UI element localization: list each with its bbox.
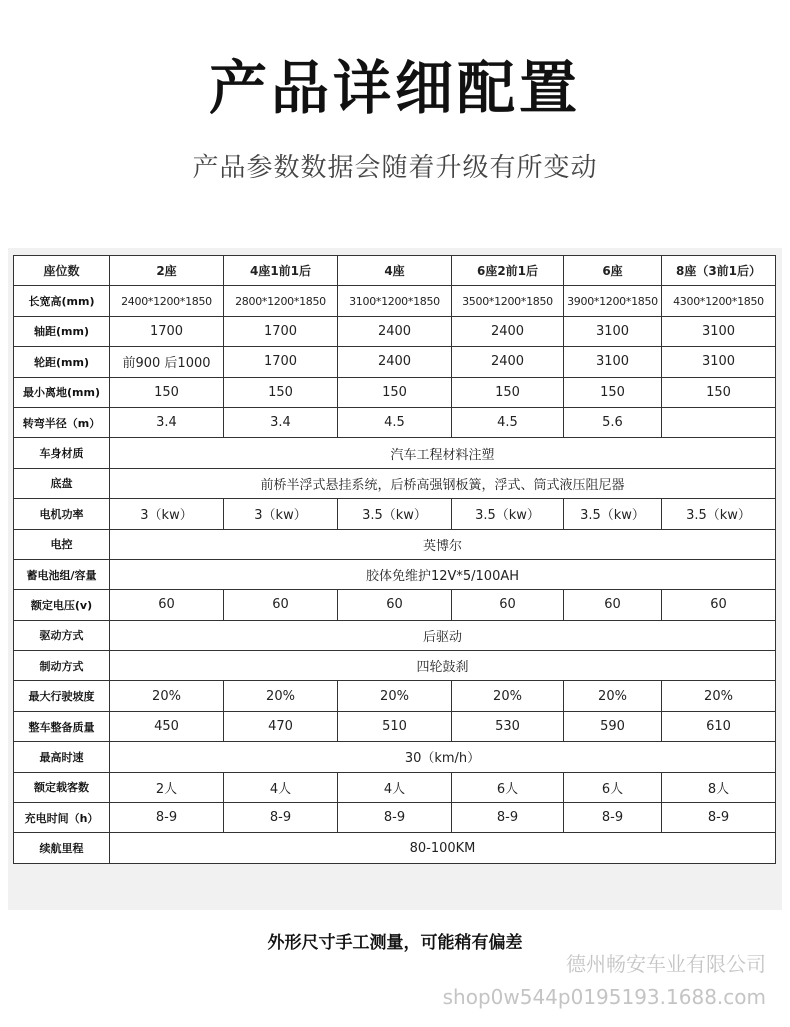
row-label: 电机功率 bbox=[14, 499, 110, 529]
value-cell: 20% bbox=[662, 681, 776, 711]
row-label: 电控 bbox=[14, 529, 110, 559]
value-cell: 590 bbox=[564, 711, 662, 741]
merged-value-cell: 四轮鼓刹 bbox=[110, 651, 776, 681]
table-row bbox=[14, 833, 776, 863]
table-row bbox=[14, 681, 776, 711]
header-cell: 4座1前1后 bbox=[224, 256, 338, 286]
merged-value-cell: 30（km/h） bbox=[110, 742, 776, 772]
value-cell: 150 bbox=[338, 377, 452, 407]
merged-value-cell: 汽车工程材料注塑 bbox=[110, 438, 776, 468]
table-row bbox=[14, 590, 776, 620]
value-cell: 2400 bbox=[452, 347, 564, 377]
value-cell: 4人 bbox=[224, 772, 338, 802]
row-label: 蓄电池组/容量 bbox=[14, 559, 110, 589]
value-cell: 610 bbox=[662, 711, 776, 741]
value-cell: 6人 bbox=[452, 772, 564, 802]
value-cell: 150 bbox=[224, 377, 338, 407]
row-label: 整车整备质量 bbox=[14, 711, 110, 741]
value-cell: 3100 bbox=[564, 347, 662, 377]
table-row bbox=[14, 651, 776, 681]
value-cell: 530 bbox=[452, 711, 564, 741]
row-label: 制动方式 bbox=[14, 651, 110, 681]
value-cell: 150 bbox=[564, 377, 662, 407]
value-cell: 3100*1200*1850 bbox=[338, 286, 452, 316]
table-row bbox=[14, 803, 776, 833]
value-cell: 3100 bbox=[662, 316, 776, 346]
value-cell: 20% bbox=[224, 681, 338, 711]
table-row bbox=[14, 499, 776, 529]
header-cell: 6座 bbox=[564, 256, 662, 286]
value-cell: 4.5 bbox=[452, 407, 564, 437]
value-cell: 3900*1200*1850 bbox=[564, 286, 662, 316]
value-cell: 3.4 bbox=[224, 407, 338, 437]
merged-value-cell: 胶体免维护12V*5/100AH bbox=[110, 559, 776, 589]
row-label: 最大行驶坡度 bbox=[14, 681, 110, 711]
value-cell: 3（kw） bbox=[110, 499, 224, 529]
table-row bbox=[14, 468, 776, 498]
row-label: 续航里程 bbox=[14, 833, 110, 863]
row-label: 最高时速 bbox=[14, 742, 110, 772]
value-cell: 2400 bbox=[452, 316, 564, 346]
row-label: 底盘 bbox=[14, 468, 110, 498]
value-cell: 2400*1200*1850 bbox=[110, 286, 224, 316]
table-row bbox=[14, 711, 776, 741]
table-header-row bbox=[14, 256, 776, 286]
row-label: 长宽高(mm) bbox=[14, 286, 110, 316]
value-cell: 3500*1200*1850 bbox=[452, 286, 564, 316]
value-cell: 3100 bbox=[564, 316, 662, 346]
value-cell: 3.5（kw） bbox=[338, 499, 452, 529]
value-cell: 150 bbox=[452, 377, 564, 407]
row-label: 额定电压(v) bbox=[14, 590, 110, 620]
row-label: 额定载客数 bbox=[14, 772, 110, 802]
value-cell: 470 bbox=[224, 711, 338, 741]
table-row bbox=[14, 529, 776, 559]
value-cell: 3100 bbox=[662, 347, 776, 377]
value-cell: 1700 bbox=[224, 316, 338, 346]
value-cell: 8-9 bbox=[338, 803, 452, 833]
table-row bbox=[14, 620, 776, 650]
value-cell: 510 bbox=[338, 711, 452, 741]
table-row bbox=[14, 347, 776, 377]
value-cell: 6人 bbox=[564, 772, 662, 802]
measurement-note: 外形尺寸手工测量，可能稍有偏差 bbox=[267, 933, 523, 953]
value-cell: 60 bbox=[452, 590, 564, 620]
value-cell: 8-9 bbox=[224, 803, 338, 833]
value-cell: 3.5（kw） bbox=[662, 499, 776, 529]
row-label: 驱动方式 bbox=[14, 620, 110, 650]
value-cell: 60 bbox=[224, 590, 338, 620]
page-title: 产品详细配置 bbox=[208, 54, 581, 122]
value-cell: 2人 bbox=[110, 772, 224, 802]
value-cell: 3（kw） bbox=[224, 499, 338, 529]
page-subtitle: 产品参数数据会随着升级有所变动 bbox=[192, 153, 598, 183]
row-label: 车身材质 bbox=[14, 438, 110, 468]
value-cell: 前900 后1000 bbox=[110, 347, 224, 377]
value-cell: 8人 bbox=[662, 772, 776, 802]
table-row bbox=[14, 286, 776, 316]
value-cell: 150 bbox=[662, 377, 776, 407]
header-label-cell: 座位数 bbox=[14, 256, 110, 286]
header-cell: 6座2前1后 bbox=[452, 256, 564, 286]
watermark-shop-url: shop0w544p0195193.1688.com bbox=[442, 985, 766, 1009]
value-cell: 20% bbox=[452, 681, 564, 711]
value-cell: 60 bbox=[662, 590, 776, 620]
row-label: 轮距(mm) bbox=[14, 347, 110, 377]
value-cell: 20% bbox=[338, 681, 452, 711]
header-cell: 4座 bbox=[338, 256, 452, 286]
value-cell: 20% bbox=[564, 681, 662, 711]
value-cell: 4300*1200*1850 bbox=[662, 286, 776, 316]
table-row bbox=[14, 438, 776, 468]
value-cell: 8-9 bbox=[564, 803, 662, 833]
value-cell: 3.5（kw） bbox=[452, 499, 564, 529]
value-cell: 8-9 bbox=[662, 803, 776, 833]
table-row bbox=[14, 772, 776, 802]
value-cell: 8-9 bbox=[452, 803, 564, 833]
row-label: 充电时间（h） bbox=[14, 803, 110, 833]
header-cell: 2座 bbox=[110, 256, 224, 286]
merged-value-cell: 英博尔 bbox=[110, 529, 776, 559]
merged-value-cell: 后驱动 bbox=[110, 620, 776, 650]
value-cell: 1700 bbox=[110, 316, 224, 346]
value-cell: 60 bbox=[110, 590, 224, 620]
value-cell: 150 bbox=[110, 377, 224, 407]
table-row bbox=[14, 407, 776, 437]
spec-table bbox=[13, 255, 776, 864]
value-cell: 60 bbox=[338, 590, 452, 620]
table-row bbox=[14, 559, 776, 589]
merged-value-cell: 前桥半浮式悬挂系统，后桥高强钢板簧，浮式、筒式液压阻尼器 bbox=[110, 468, 776, 498]
value-cell: 4.5 bbox=[338, 407, 452, 437]
value-cell: 1700 bbox=[224, 347, 338, 377]
value-cell: 60 bbox=[564, 590, 662, 620]
table-row bbox=[14, 316, 776, 346]
value-cell: 2400 bbox=[338, 316, 452, 346]
merged-value-cell: 80-100KM bbox=[110, 833, 776, 863]
value-cell: 2400 bbox=[338, 347, 452, 377]
row-label: 转弯半径（m） bbox=[14, 407, 110, 437]
value-cell: 8-9 bbox=[110, 803, 224, 833]
table-row bbox=[14, 742, 776, 772]
value-cell: 2800*1200*1850 bbox=[224, 286, 338, 316]
value-cell: 450 bbox=[110, 711, 224, 741]
watermark-company: 德州畅安车业有限公司 bbox=[566, 952, 766, 976]
header-cell: 8座（3前1后） bbox=[662, 256, 776, 286]
row-label: 轴距(mm) bbox=[14, 316, 110, 346]
value-cell: 5.6 bbox=[564, 407, 662, 437]
value-cell: 3.4 bbox=[110, 407, 224, 437]
value-cell: 20% bbox=[110, 681, 224, 711]
value-cell bbox=[662, 407, 776, 437]
value-cell: 3.5（kw） bbox=[564, 499, 662, 529]
row-label: 最小离地(mm) bbox=[14, 377, 110, 407]
value-cell: 4人 bbox=[338, 772, 452, 802]
table-row bbox=[14, 377, 776, 407]
